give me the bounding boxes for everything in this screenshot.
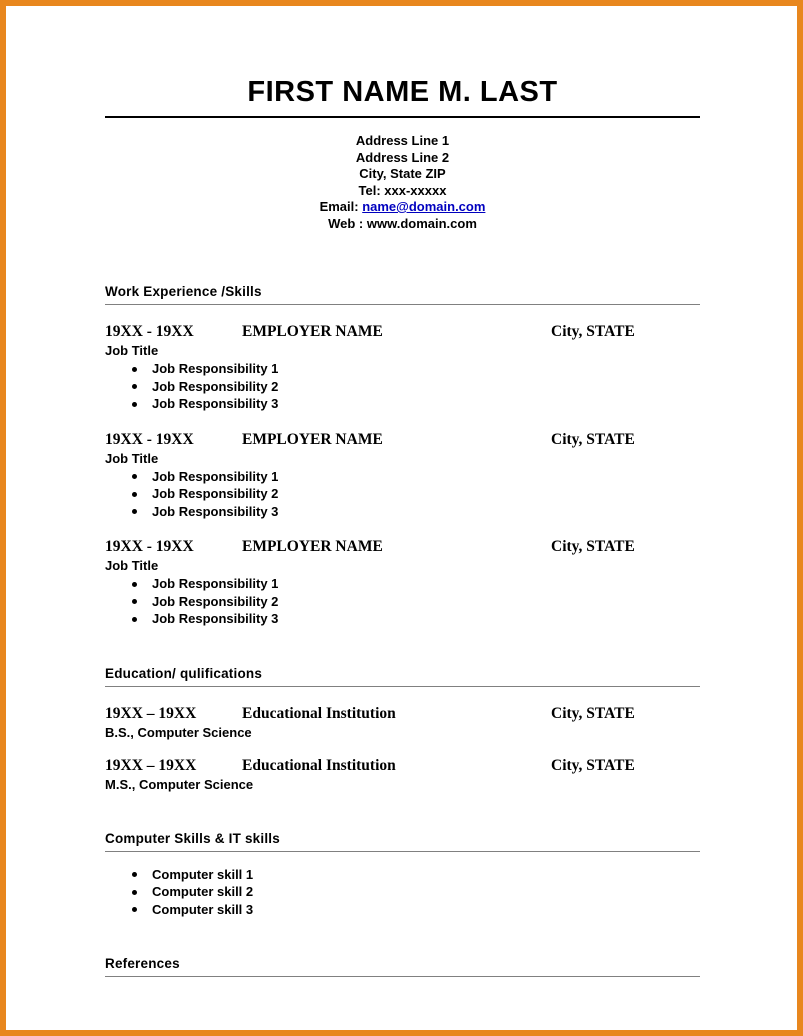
responsibility-item: Job Responsibility 3 bbox=[105, 610, 700, 628]
responsibility-item: Job Responsibility 2 bbox=[105, 485, 700, 503]
responsibility-list bbox=[105, 575, 700, 628]
job-location: City, STATE bbox=[551, 430, 635, 448]
skills-section-heading: Computer Skills & IT skills bbox=[105, 830, 280, 846]
job-header-row bbox=[105, 431, 700, 449]
responsibility-item: Job Responsibility 1 bbox=[105, 360, 700, 378]
title-block bbox=[105, 76, 700, 118]
employer-name: EMPLOYER NAME bbox=[242, 323, 383, 340]
job-period: 19XX - 19XX bbox=[105, 323, 194, 340]
job-title: Job Title bbox=[105, 558, 159, 573]
contact-block bbox=[105, 133, 700, 232]
email-link[interactable]: name@domain.com bbox=[362, 199, 486, 214]
responsibility-item: Job Responsibility 3 bbox=[105, 395, 700, 413]
job-location: City, STATE bbox=[551, 538, 635, 555]
responsibility-item: Job Responsibility 1 bbox=[105, 575, 700, 593]
job-entry bbox=[105, 323, 700, 413]
web-line: Web : www.domain.com bbox=[328, 215, 477, 231]
section-rule bbox=[105, 304, 700, 305]
responsibility-item: Job Responsibility 1 bbox=[105, 468, 700, 486]
education-location: City, STATE bbox=[551, 756, 635, 774]
education-entry bbox=[105, 705, 700, 741]
employer-name: EMPLOYER NAME bbox=[242, 538, 383, 555]
work-section-heading: Work Experience /Skills bbox=[105, 284, 262, 299]
job-header-row bbox=[105, 323, 700, 341]
section-rule bbox=[105, 976, 700, 977]
education-header-row bbox=[105, 705, 700, 723]
job-title: Job Title bbox=[105, 450, 159, 466]
skill-list bbox=[105, 866, 700, 919]
skill-item: Computer skill 1 bbox=[105, 866, 700, 884]
responsibility-list bbox=[105, 468, 700, 521]
page-content bbox=[6, 76, 797, 977]
employer-name: EMPLOYER NAME bbox=[242, 430, 383, 448]
job-header-row bbox=[105, 538, 700, 556]
education-period: 19XX – 19XX bbox=[105, 756, 197, 774]
address-line-2: Address Line 2 bbox=[355, 149, 450, 165]
section-rule bbox=[105, 851, 700, 852]
education-header-row bbox=[105, 757, 700, 775]
responsibility-item: Job Responsibility 2 bbox=[105, 593, 700, 611]
email-label: Email: bbox=[319, 199, 363, 214]
education-period: 19XX – 19XX bbox=[105, 704, 197, 722]
section-computer-skills bbox=[105, 831, 700, 919]
job-entry bbox=[105, 538, 700, 628]
section-education bbox=[105, 666, 700, 793]
email-line bbox=[105, 199, 700, 216]
page-title: FIRST NAME M. LAST bbox=[247, 76, 558, 108]
education-section-heading: Education/ qulifications bbox=[105, 665, 263, 681]
degree: M.S., Computer Science bbox=[105, 776, 254, 792]
education-location: City, STATE bbox=[551, 704, 635, 722]
skill-item: Computer skill 2 bbox=[105, 883, 700, 901]
address-line-1: Address Line 1 bbox=[355, 133, 450, 148]
job-period: 19XX - 19XX bbox=[105, 538, 194, 555]
references-section-heading: References bbox=[105, 956, 180, 971]
job-entry bbox=[105, 431, 700, 521]
section-references bbox=[105, 956, 700, 977]
skill-item: Computer skill 3 bbox=[105, 901, 700, 919]
degree: B.S., Computer Science bbox=[105, 724, 252, 740]
city-state-zip: City, State ZIP bbox=[359, 166, 446, 181]
responsibility-item: Job Responsibility 2 bbox=[105, 378, 700, 396]
education-entry bbox=[105, 757, 700, 793]
section-rule bbox=[105, 686, 700, 687]
telephone: Tel: xxx-xxxxx bbox=[358, 182, 447, 198]
institution-name: Educational Institution bbox=[242, 704, 396, 722]
institution-name: Educational Institution bbox=[242, 756, 396, 774]
job-title: Job Title bbox=[105, 343, 159, 358]
responsibility-list bbox=[105, 360, 700, 413]
section-work-experience bbox=[105, 284, 700, 628]
job-period: 19XX - 19XX bbox=[105, 430, 194, 448]
responsibility-item: Job Responsibility 3 bbox=[105, 503, 700, 521]
job-location: City, STATE bbox=[551, 323, 635, 340]
